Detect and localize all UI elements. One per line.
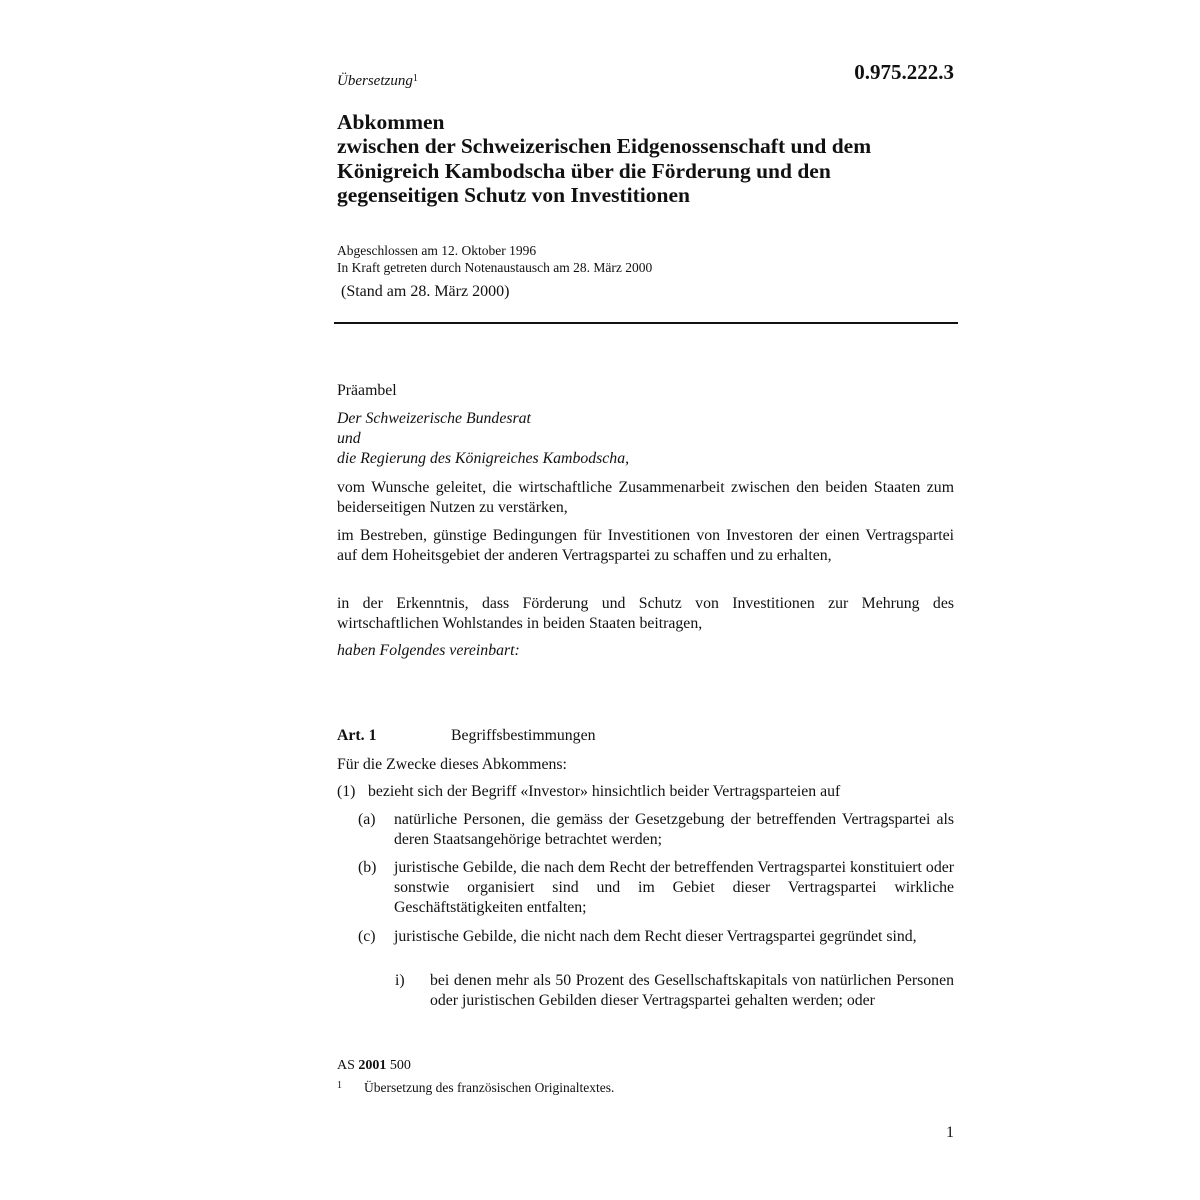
list-item-mark: (1) [337, 783, 356, 800]
preamble-paragraph: im Bestreben, günstige Bedingungen für Investitionen von Investoren der einen Vertragspartei auf dem Hoheitsgebiet der anderen Vertragspartei zu schaffen und zu erhalten, [337, 527, 954, 564]
list-item-text: bei denen mehr als 50 Prozent des Gesellschaftskapitals von natürlichen Personen oder juristischen Gebilden dieser Vertragspartei gehalten werden; oder [430, 972, 954, 1009]
official-compilation-reference [337, 1058, 411, 1074]
article-number: Art. 1 [337, 727, 377, 744]
as-prefix: AS [337, 1058, 355, 1073]
preamble-parties [337, 409, 629, 469]
preamble-closing: haben Folgendes vereinbart: [337, 642, 520, 659]
footnote-text: Übersetzung des französischen Originaltextes. [364, 1080, 615, 1095]
list-item-text: natürliche Personen, die gemäss der Gesetzgebung der betreffenden Vertragspartei als deren Staatsangehörige betrachtet werden; [394, 811, 954, 848]
document-title [337, 110, 967, 208]
preamble-heading: Präambel [337, 382, 397, 399]
list-item-text: juristische Gebilde, die nicht nach dem Recht dieser Vertragspartei gegründet sind, [394, 928, 917, 945]
as-year: 2001 [358, 1058, 387, 1073]
party-line: und [337, 430, 361, 447]
party-line: Der Schweizerische Bundesrat [337, 410, 531, 427]
article-intro: Für die Zwecke dieses Abkommens: [337, 756, 567, 773]
in-force-date: In Kraft getreten durch Notenaustausch am 28. März 2000 [337, 260, 653, 275]
preamble-paragraph: vom Wunsche geleitet, die wirtschaftliche Zusammenarbeit zwischen den beiden Staaten zum beiderseitigen Nutzen zu verstärken, [337, 479, 954, 516]
translation-label [337, 73, 418, 90]
title-line: zwischen der Schweizerischen Eidgenossenschaft und dem [337, 134, 872, 159]
concluded-date: Abgeschlossen am 12. Oktober 1996 [337, 243, 537, 258]
status-date: (Stand am 28. März 2000) [341, 283, 510, 300]
footnote [337, 1080, 614, 1096]
conclusion-info [337, 242, 652, 276]
header-divider [334, 322, 958, 324]
list-item-mark: (c) [358, 928, 376, 945]
sr-number: 0.975.222.3 [854, 60, 954, 84]
list-item-mark: (b) [358, 859, 377, 876]
page-number: 1 [946, 1124, 954, 1141]
list-item-text: juristische Gebilde, die nach dem Recht der betreffenden Vertragspartei konstituiert oder sonstwie organisiert sind und im Gebiet dieser Vertragspartei wirkliche Geschäftstätigkeiten entfalten; [394, 859, 954, 916]
footnote-reference[interactable]: 1 [412, 73, 418, 84]
title-line: gegenseitigen Schutz von Investitionen [337, 183, 690, 208]
as-page: 500 [389, 1058, 411, 1073]
list-item-text: bezieht sich der Begriff «Investor» hinsichtlich beider Vertragsparteien auf [368, 783, 841, 800]
article-title: Begriffsbestimmungen [451, 727, 596, 744]
preamble-paragraph: in der Erkenntnis, dass Förderung und Schutz von Investitionen zur Mehrung des wirtschaftlichen Wohlstandes in beiden Staaten beitragen, [337, 595, 954, 632]
title-line: Abkommen [337, 110, 445, 134]
footnote-mark: 1 [337, 1080, 342, 1091]
list-item-mark: i) [395, 972, 405, 989]
list-item-mark: (a) [358, 811, 376, 828]
party-line: die Regierung des Königreiches Kambodscha, [337, 450, 630, 467]
translation-label-text: Übersetzung [337, 73, 413, 89]
title-line: Königreich Kambodscha über die Förderung und den [337, 158, 831, 183]
